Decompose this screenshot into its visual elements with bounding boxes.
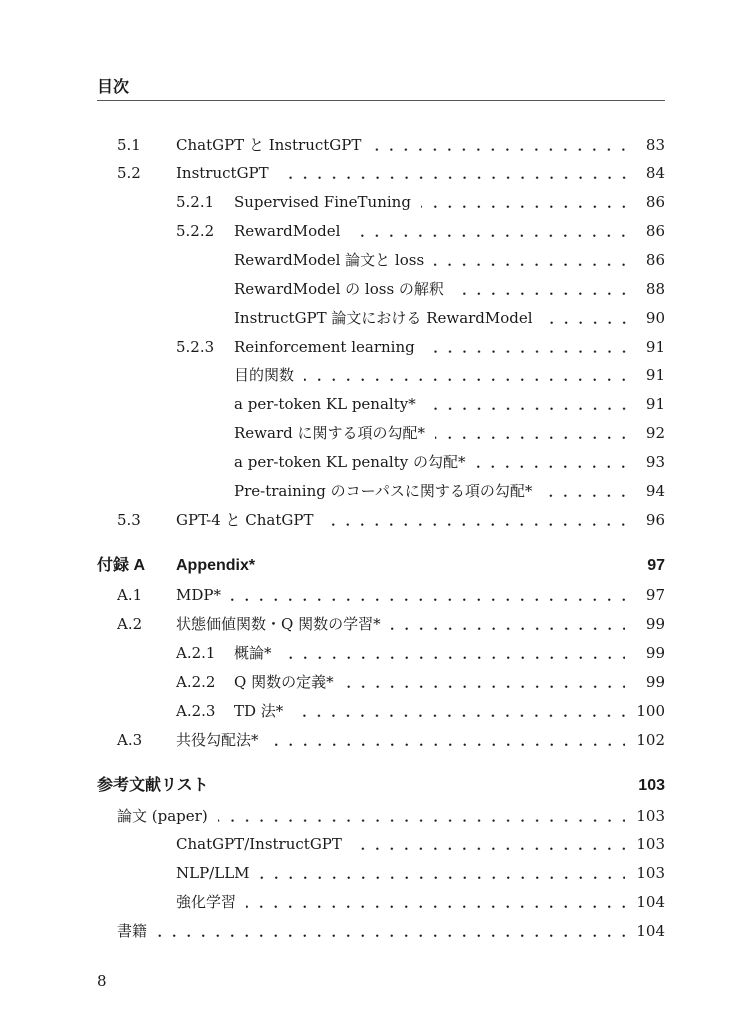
toc-section-5-3 [97,506,665,535]
dot-leader [425,333,631,362]
entry-title: RewardModel [234,222,341,241]
entry-page: 86 [631,246,665,1024]
toc-subsection-a-2-2 [97,668,665,697]
toc-paragraph-entry [97,419,665,448]
entry-title: InstructGPT 論文における RewardModel [234,308,533,327]
entry-page: 103 [631,802,665,1024]
dot-leader [426,390,631,419]
chapter-heading-appendix [97,552,665,581]
toc-reference-nlp-llm [97,859,665,888]
entry-title: InstructGPT [176,164,269,183]
chapter-title: Appendix* [176,556,256,574]
dot-leader [391,610,631,639]
toc-reference-chatgpt-instructgpt [97,830,665,859]
entry-title: Reinforcement learning [234,337,415,356]
entry-number: 5.1 [117,135,141,154]
toc-section-a-3 [97,726,665,755]
entry-page: 91 [631,333,665,1024]
entry-title: Pre-training のコーパスに関する項の勾配* [234,481,533,500]
toc-paragraph-entry [97,275,665,304]
dot-leader [543,304,631,333]
entry-title: 強化学習 [176,893,237,912]
toc-paragraph-entry [97,390,665,419]
toc-section-a-2 [97,610,665,639]
entry-page: 103 [631,830,665,1024]
dot-leader [434,246,631,275]
entry-number: A.3 [117,730,143,749]
dot-leader [246,888,631,917]
dot-leader [542,477,631,506]
entry-page: 102 [631,726,665,1024]
entry-page: 90 [631,304,665,1024]
dot-leader [435,419,631,448]
entry-title: ChatGPT/InstructGPT [176,835,342,854]
entry-title: ChatGPT と InstructGPT [176,135,362,154]
dot-leader [279,159,631,188]
entry-page: 91 [631,361,665,1024]
entry-title: Reward に関する項の勾配* [234,424,425,443]
toc-section-5-1 [97,131,665,160]
entry-number: A.2.3 [176,701,216,720]
dot-leader [475,448,631,477]
entry-title: a per-token KL penalty* [234,395,416,414]
entry-number: A.2.1 [176,644,216,663]
entry-title: GPT-4 と ChatGPT [176,510,314,529]
entry-title: 書籍 [117,921,148,940]
toc-reference-papers [97,802,665,831]
entry-title: 状態価値関数・Q 関数の学習* [176,615,381,634]
header-rule [97,100,665,101]
toc-subsection-5-2-1 [97,188,665,217]
toc-paragraph-entry [97,304,665,333]
entry-number: A.1 [117,586,143,605]
entry-page: 96 [631,506,665,1024]
entry-title: 論文 (paper) [117,806,208,825]
entry-page: 99 [631,668,665,1024]
entry-page: 104 [631,917,665,1024]
entry-title: 共役勾配法* [176,730,259,749]
toc-reference-reinforcement-learning [97,888,665,917]
chapter-page: 103 [625,772,665,1024]
entry-title: 概論* [234,644,272,663]
toc-paragraph-entry [97,246,665,275]
entry-title: Q 関数の定義* [234,672,334,691]
entry-title: NLP/LLM [176,864,250,883]
chapter-title: 参考文献リスト [97,776,209,794]
entry-page: 103 [631,859,665,1024]
dot-leader [218,802,631,831]
table-of-contents [97,131,665,946]
toc-section-a-1 [97,581,665,610]
entry-title: MDP* [176,586,221,605]
entry-number: 5.2 [117,164,141,183]
entry-page: 83 [631,131,665,1024]
dot-leader [421,188,631,217]
dot-leader [454,275,631,304]
dot-leader [231,581,631,610]
toc-subsection-5-2-2 [97,217,665,246]
entry-number: 5.2.2 [176,222,215,241]
page-number: 8 [97,972,107,990]
entry-page: 99 [631,639,665,1024]
toc-paragraph-entry [97,477,665,506]
entry-title: RewardModel の loss の解釈 [234,279,444,298]
chapter-label: 付録 A [97,556,146,574]
entry-page: 84 [631,159,665,1024]
dot-leader [323,506,631,535]
entry-page: 97 [631,581,665,1024]
toc-subsection-5-2-3 [97,333,665,362]
entry-page: 93 [631,448,665,1024]
entry-title: Supervised FineTuning [234,193,411,212]
dot-leader [344,668,631,697]
entry-page: 99 [631,610,665,1024]
dot-leader [269,726,631,755]
entry-number: A.2 [117,615,143,634]
running-head-title: 目次 [97,79,130,96]
toc-subsection-a-2-3 [97,697,665,726]
toc-paragraph-entry [97,448,665,477]
dot-leader [260,859,631,888]
dot-leader [293,697,631,726]
toc-reference-books [97,917,665,946]
dot-leader [282,639,631,668]
dot-leader [371,131,631,160]
dot-leader [304,361,631,390]
entry-page: 91 [631,390,665,1024]
toc-subsection-a-2-1 [97,639,665,668]
entry-page: 94 [631,477,665,1024]
entry-number: 5.2.1 [176,193,215,212]
entry-page: 100 [631,697,665,1024]
chapter-page: 97 [625,552,665,1024]
dot-leader [350,217,631,246]
entry-number: 5.2.3 [176,337,215,356]
entry-number: 5.3 [117,510,141,529]
entry-title: TD 法* [234,701,284,720]
chapter-heading-references [97,772,665,801]
entry-number: A.2.2 [176,672,216,691]
entry-title: a per-token KL penalty の勾配* [234,452,466,471]
entry-page: 104 [631,888,665,1024]
entry-page: 88 [631,275,665,1024]
entry-page: 86 [631,217,665,1024]
entry-page: 86 [631,188,665,1024]
toc-section-5-2 [97,159,665,188]
entry-title: RewardModel 論文と loss [234,250,425,269]
entry-title: 目的関数 [234,366,295,385]
toc-paragraph-entry [97,361,665,390]
entry-page: 92 [631,419,665,1024]
dot-leader [352,830,631,859]
dot-leader [157,917,631,946]
